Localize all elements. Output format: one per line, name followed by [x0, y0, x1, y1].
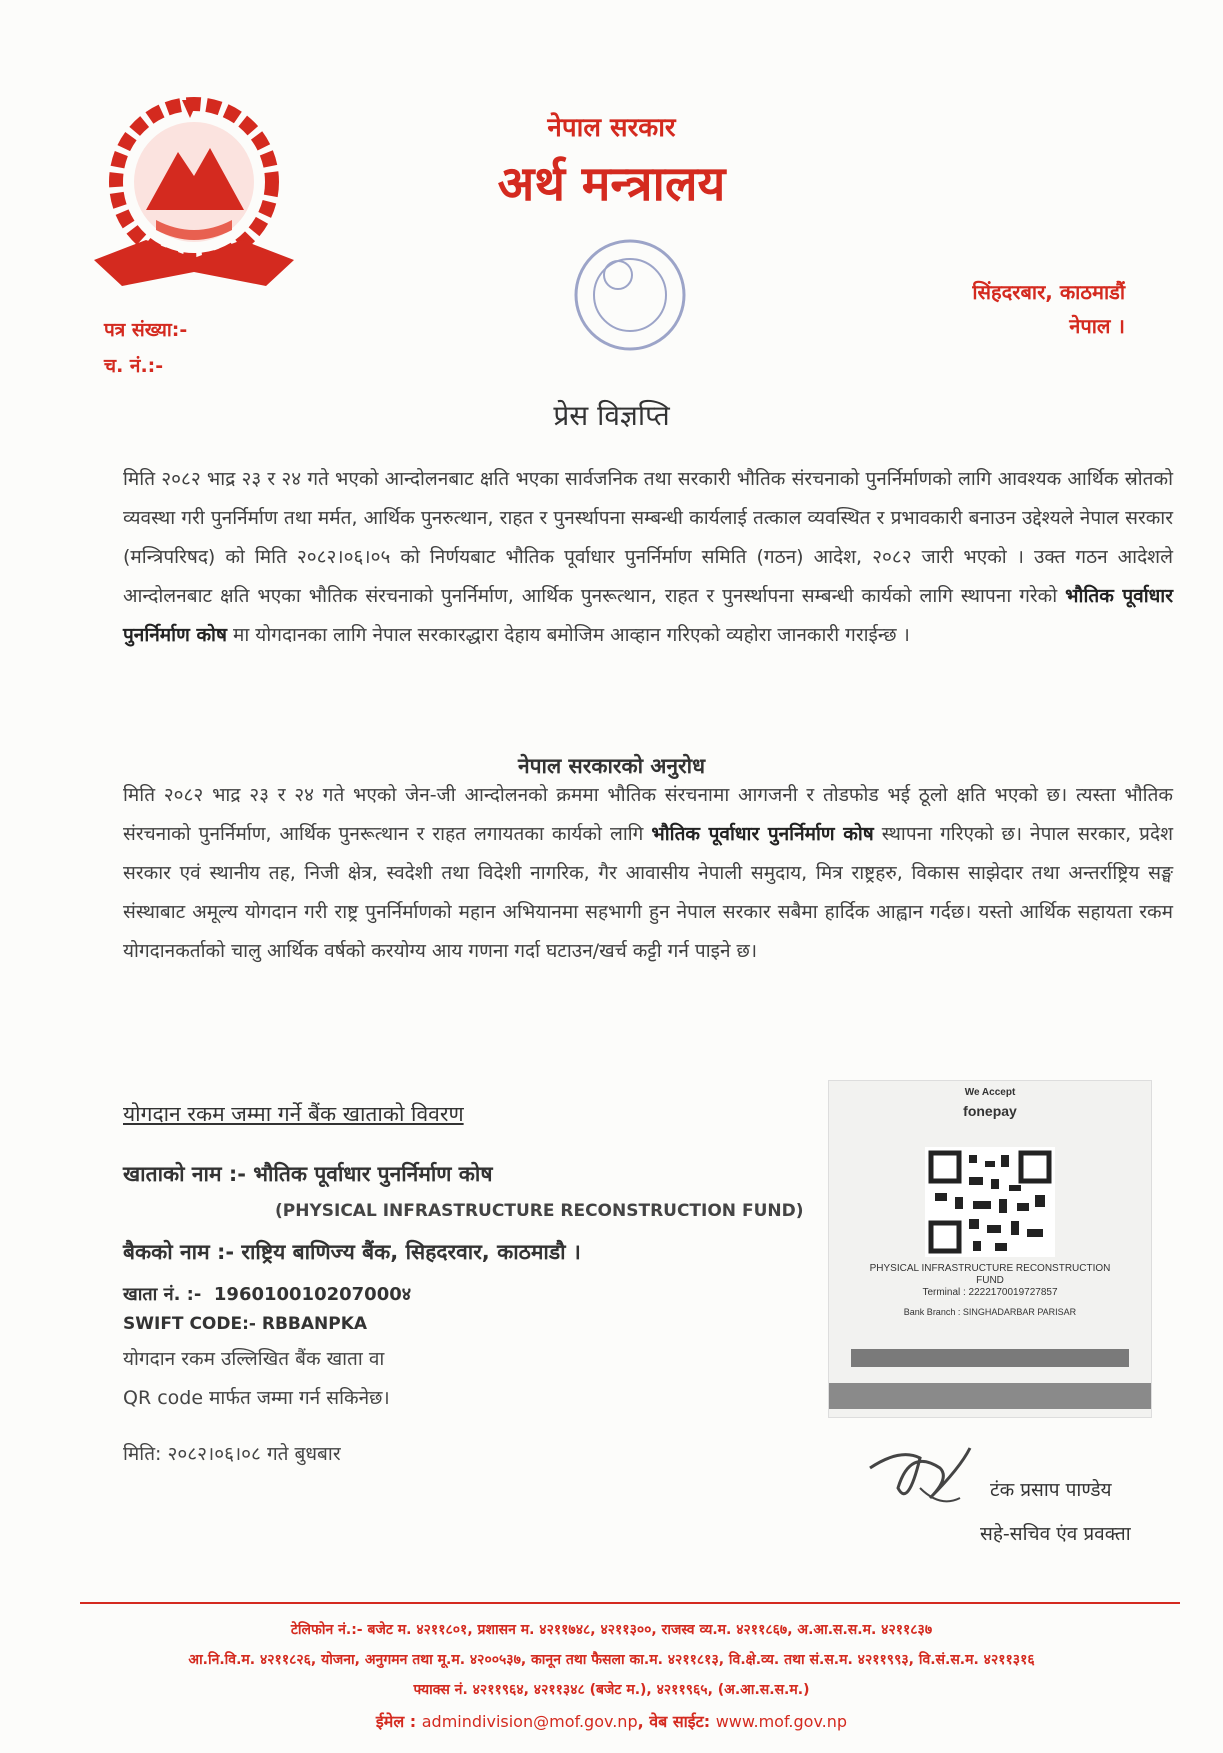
website-label: , वेब साईट: — [637, 1712, 711, 1731]
issue-date: मिति: २०८२।०६।०८ गते बुधबार — [123, 1443, 341, 1465]
footer-fax: फ्याक्स नं. ४२११९६४, ४२११३४८ (बजेट म.), ४२११९६५, (अ.आ.स.स.म.) — [413, 1682, 810, 1698]
footer-contact — [40, 1710, 1183, 1732]
bank-details-heading: योगदान रकम जम्मा गर्ने बैंक खाताको विवरण — [123, 1102, 464, 1126]
signer-role: सहे-सचिव एंव प्रवक्ता — [980, 1523, 1131, 1545]
account-name: खाताको नाम :- भौतिक पूर्वाधार पुनर्निर्माण कोष — [123, 1162, 493, 1186]
qr-branch: Bank Branch : SINGHADARBAR PARISAR — [903, 1307, 1077, 1317]
fonepay-logo: fonepay — [963, 1103, 1017, 1119]
footer-phones-line-2: आ.नि.वि.म. ४२११८२६, योजना, अनुगमन तथा मू.म. ४२००५३७, कानून तथा फैसला का.म. ४२११८१३, वि.क्षे.व्य. तथा सं.स.म. ४२११९९३, वि.सं.स.म. ४२११३१६ — [188, 1652, 1035, 1668]
chalani-number-label: च. नं.:- — [104, 355, 164, 377]
signer-name: टंक प्रसाप पाण्डेय — [990, 1479, 1112, 1501]
qr-code-icon — [925, 1147, 1055, 1257]
footer-divider — [80, 1602, 1180, 1604]
ministry-seal-icon — [570, 235, 690, 355]
ministry-name: अर्थ मन्त्रालय — [497, 156, 726, 212]
page-title: प्रेस विज्ञप्ति — [553, 399, 670, 432]
qr-fund-line-2: FUND — [976, 1275, 1004, 1286]
email-link[interactable]: admindivision@mof.gov.np — [421, 1712, 638, 1731]
letter-number-label: पत्र संख्या:- — [104, 319, 188, 341]
address-line-1: सिंहदरबार, काठमाडौं — [972, 280, 1125, 304]
appeal-heading: नेपाल सरकारको अनुरोध — [517, 754, 706, 778]
address-line-2: नेपाल । — [1069, 314, 1125, 338]
deposit-note-line-2: QR code मार्फत जम्मा गर्न सकिनेछ। — [123, 1387, 390, 1409]
qr-fund-line-1: PHYSICAL INFRASTRUCTURE RECONSTRUCTION — [869, 1263, 1111, 1274]
qr-payment-card — [828, 1080, 1152, 1418]
website-link[interactable]: www.mof.gov.np — [715, 1712, 848, 1731]
swift-code: SWIFT CODE:- RBBANPKA — [123, 1314, 368, 1334]
account-number: खाता नं. :- 196010010207000४ — [123, 1284, 412, 1305]
email-label: ईमेल : — [375, 1712, 417, 1731]
deposit-note-line-1: योगदान रकम उल्लिखित बैंक खाता वा — [123, 1348, 385, 1370]
signature-icon — [860, 1428, 980, 1518]
qr-instructions-bar — [851, 1349, 1129, 1367]
appeal-paragraph: मिति २०८२ भाद्र २३ र २४ गते भएको जेन-जी आन्दोलनको क्रममा भौतिक संरचनामा आगजनी र तोडफोड भई ठूलो क्षति भएको छ। त्यस्ता भौतिक संरचनाको पुनर्निर्माण, आर्थिक पुनरूत्थान र राहत लगायतका कार्यको लागि भौतिक पूर्वाधार पुनर्निर्माण कोष स्थापना गरिएको छ। नेपाल सरकार, प्रदेश सरकार एवं स्थानीय तह, निजी क्षेत्र, स्वदेशी तथा विदेशी नागरिक, गैर आवासीय नेपाली समुदाय, मित्र राष्ट्रहरु, विकास साझेदार तथा अन्तर्राष्ट्रिय सङ्घ संस्थाबाट अमूल्य योगदान गरी राष्ट्र पुनर्निर्माणको महान अभियानमा सहभागी हुन नेपाल सरकार सबैमा हार्दिक आह्वान गर्दछ। यस्तो आर्थिक सहायता रकम योगदानकर्ताको चालु आर्थिक वर्षको करयोग्य आय गणना गर्दा घटाउन/खर्च कट्टी गर्न पाइने छ। — [123, 784, 1173, 962]
footer-phones-line-1: टेलिफोन नं.:- बजेट म. ४२११८०१, प्रशासन म. ४२११७४८, ४२११३००, राजस्व व्य.म. ४२११८६७, अ.आ.स.स.म. ४२११८३७ — [290, 1622, 933, 1638]
qr-footer-bar — [829, 1383, 1151, 1409]
bank-name: बैकको नाम :- राष्ट्रिय बाणिज्य बैंक, सिहदरवार, काठमाडौ । — [123, 1240, 581, 1264]
account-name-english: (PHYSICAL INFRASTRUCTURE RECONSTRUCTION FUND) — [275, 1201, 804, 1221]
qr-terminal: Terminal : 2222170019727857 — [922, 1287, 1058, 1298]
qr-accept-label: We Accept — [964, 1087, 1016, 1098]
intro-paragraph: मिति २०८२ भाद्र २३ र २४ गते भएको आन्दोलनबाट क्षति भएका सार्वजनिक तथा सरकारी भौतिक संरचनाको पुनर्निर्माणको लागि आवश्यक आर्थिक स्रोतको व्यवस्था गरी पुनर्निर्माण तथा मर्मत, आर्थिक पुनरुत्थान, राहत र पुनर्स्थापना सम्बन्धी कार्यलाई तत्काल व्यवस्थित र प्रभावकारी बनाउन उद्देश्यले नेपाल सरकार (मन्त्रिपरिषद) को मिति २०८२।०६।०५ को निर्णयबाट भौतिक पूर्वाधार पुनर्निर्माण समिति (गठन) आदेश, २०८२ जारी भएको । उक्त गठन आदेशले आन्दोलनबाट क्षति भएका भौतिक संरचनाको पुनर्निर्माण, आर्थिक पुनरूत्थान, राहत र पुनर्स्थापना सम्बन्धी कार्यको लागि स्थापना गरेको भौतिक पूर्वाधार पुनर्निर्माण कोष मा योगदानका लागि नेपाल सरकारद्धारा देहाय बमोजिम आव्हान गरिएको व्यहोरा जानकारी गराईन्छ । — [123, 468, 1173, 646]
government-name: नेपाल सरकार — [547, 113, 676, 143]
